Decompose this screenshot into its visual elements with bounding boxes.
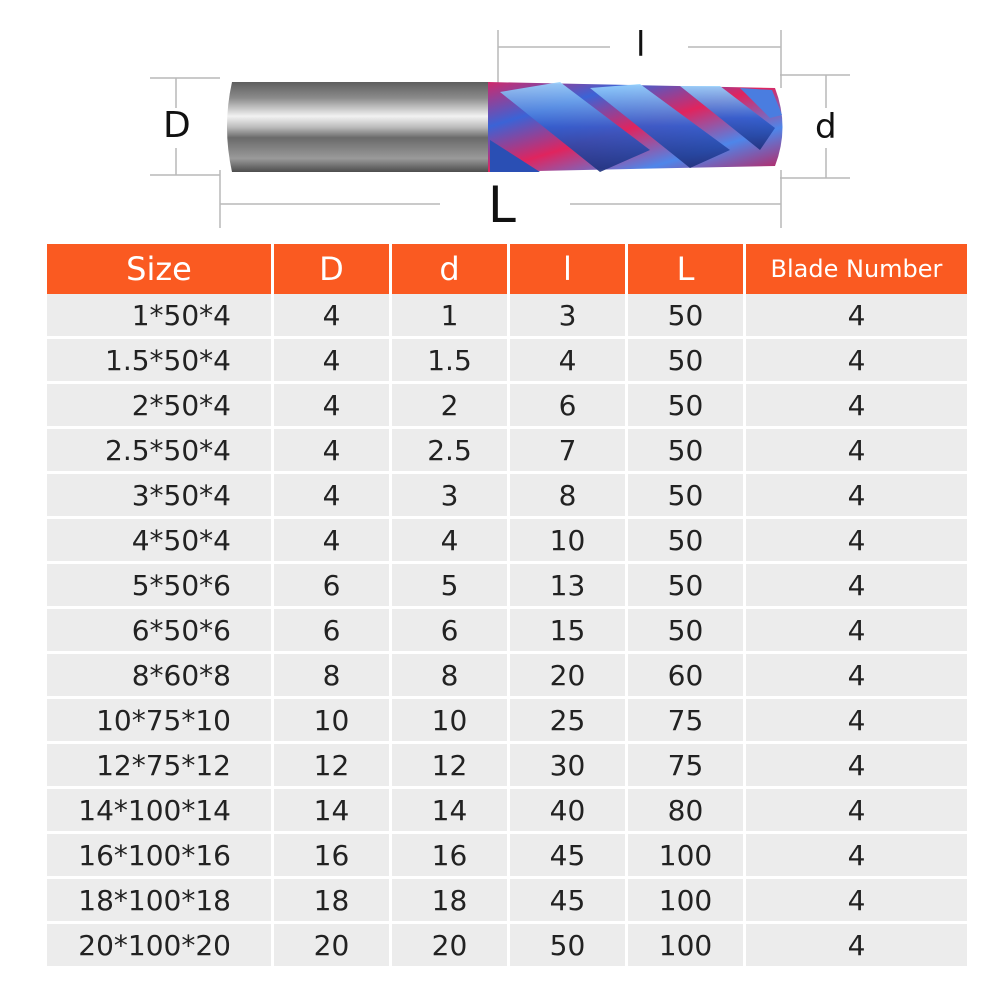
cell-blade-number: 4 bbox=[746, 609, 967, 654]
cell-blade-number: 4 bbox=[746, 519, 967, 564]
cell-D: 4 bbox=[274, 384, 389, 429]
cell-blade-number: 4 bbox=[746, 294, 967, 339]
cell-D: 6 bbox=[274, 564, 389, 609]
end-mill-diagram bbox=[0, 0, 1000, 240]
cell-L: 50 bbox=[628, 564, 743, 609]
cell-D: 16 bbox=[274, 834, 389, 879]
cell-l: 30 bbox=[510, 744, 625, 789]
cell-l: 3 bbox=[510, 294, 625, 339]
cell-blade-number: 4 bbox=[746, 654, 967, 699]
cell-size: 1*50*4 bbox=[47, 294, 271, 339]
cell-blade-number: 4 bbox=[746, 789, 967, 834]
cell-D: 4 bbox=[274, 429, 389, 474]
cell-blade-number: 4 bbox=[746, 879, 967, 924]
table-row bbox=[47, 789, 967, 834]
table-row bbox=[47, 699, 967, 744]
header-l: l bbox=[510, 244, 625, 294]
cell-D: 8 bbox=[274, 654, 389, 699]
table-body bbox=[47, 294, 967, 969]
cell-L: 75 bbox=[628, 699, 743, 744]
cell-l: 50 bbox=[510, 924, 625, 969]
table-row bbox=[47, 339, 967, 384]
cell-L: 100 bbox=[628, 879, 743, 924]
table-row bbox=[47, 834, 967, 879]
cell-d: 6 bbox=[392, 609, 507, 654]
cell-L: 50 bbox=[628, 519, 743, 564]
cell-d: 5 bbox=[392, 564, 507, 609]
cell-blade-number: 4 bbox=[746, 339, 967, 384]
cell-size: 2.5*50*4 bbox=[47, 429, 271, 474]
cell-D: 12 bbox=[274, 744, 389, 789]
cell-d: 18 bbox=[392, 879, 507, 924]
cell-size: 18*100*18 bbox=[47, 879, 271, 924]
cell-l: 10 bbox=[510, 519, 625, 564]
cell-size: 4*50*4 bbox=[47, 519, 271, 564]
cell-l: 40 bbox=[510, 789, 625, 834]
cell-D: 14 bbox=[274, 789, 389, 834]
cell-blade-number: 4 bbox=[746, 699, 967, 744]
cell-size: 10*75*10 bbox=[47, 699, 271, 744]
cell-D: 4 bbox=[274, 294, 389, 339]
cell-l: 4 bbox=[510, 339, 625, 384]
cell-L: 50 bbox=[628, 609, 743, 654]
cell-L: 50 bbox=[628, 294, 743, 339]
table-row bbox=[47, 879, 967, 924]
table-row bbox=[47, 474, 967, 519]
cell-L: 75 bbox=[628, 744, 743, 789]
cell-l: 45 bbox=[510, 879, 625, 924]
header-size: Size bbox=[47, 244, 271, 294]
header-d: d bbox=[392, 244, 507, 294]
cell-D: 20 bbox=[274, 924, 389, 969]
dimension-label-d: d bbox=[815, 107, 837, 147]
cell-d: 20 bbox=[392, 924, 507, 969]
cell-d: 1 bbox=[392, 294, 507, 339]
cell-D: 6 bbox=[274, 609, 389, 654]
cell-size: 20*100*20 bbox=[47, 924, 271, 969]
cell-size: 16*100*16 bbox=[47, 834, 271, 879]
cell-d: 2 bbox=[392, 384, 507, 429]
cell-L: 80 bbox=[628, 789, 743, 834]
table-row bbox=[47, 294, 967, 339]
cell-l: 25 bbox=[510, 699, 625, 744]
cell-blade-number: 4 bbox=[746, 834, 967, 879]
cell-l: 8 bbox=[510, 474, 625, 519]
cell-L: 100 bbox=[628, 924, 743, 969]
cell-D: 4 bbox=[274, 339, 389, 384]
header-L: L bbox=[628, 244, 743, 294]
cell-d: 3 bbox=[392, 474, 507, 519]
header-blade-number: Blade Number bbox=[746, 244, 967, 294]
cell-d: 2.5 bbox=[392, 429, 507, 474]
cell-L: 50 bbox=[628, 429, 743, 474]
cell-d: 4 bbox=[392, 519, 507, 564]
table-row bbox=[47, 564, 967, 609]
cell-blade-number: 4 bbox=[746, 384, 967, 429]
cell-size: 8*60*8 bbox=[47, 654, 271, 699]
cell-d: 16 bbox=[392, 834, 507, 879]
cell-L: 100 bbox=[628, 834, 743, 879]
cell-L: 50 bbox=[628, 339, 743, 384]
cell-D: 4 bbox=[274, 474, 389, 519]
cell-size: 12*75*12 bbox=[47, 744, 271, 789]
table-row bbox=[47, 384, 967, 429]
cell-blade-number: 4 bbox=[746, 429, 967, 474]
cell-l: 6 bbox=[510, 384, 625, 429]
cell-D: 10 bbox=[274, 699, 389, 744]
cell-size: 3*50*4 bbox=[47, 474, 271, 519]
cell-size: 14*100*14 bbox=[47, 789, 271, 834]
cell-l: 7 bbox=[510, 429, 625, 474]
cell-size: 6*50*6 bbox=[47, 609, 271, 654]
cell-d: 1.5 bbox=[392, 339, 507, 384]
cell-d: 12 bbox=[392, 744, 507, 789]
table-row bbox=[47, 744, 967, 789]
cell-D: 18 bbox=[274, 879, 389, 924]
cell-size: 5*50*6 bbox=[47, 564, 271, 609]
dimension-label-l: l bbox=[636, 25, 646, 65]
header-D: D bbox=[274, 244, 389, 294]
table-row bbox=[47, 654, 967, 699]
shank bbox=[227, 82, 490, 172]
cell-l: 45 bbox=[510, 834, 625, 879]
table-row bbox=[47, 429, 967, 474]
cell-blade-number: 4 bbox=[746, 924, 967, 969]
cell-d: 8 bbox=[392, 654, 507, 699]
table-row bbox=[47, 519, 967, 564]
table-row bbox=[47, 924, 967, 969]
table-header-row bbox=[47, 244, 967, 294]
cell-size: 1.5*50*4 bbox=[47, 339, 271, 384]
cell-blade-number: 4 bbox=[746, 474, 967, 519]
dimension-label-D: D bbox=[163, 105, 191, 146]
cell-D: 4 bbox=[274, 519, 389, 564]
spec-table bbox=[44, 244, 970, 969]
cell-blade-number: 4 bbox=[746, 744, 967, 789]
cell-d: 14 bbox=[392, 789, 507, 834]
cell-L: 60 bbox=[628, 654, 743, 699]
cell-l: 15 bbox=[510, 609, 625, 654]
cell-blade-number: 4 bbox=[746, 564, 967, 609]
cell-l: 20 bbox=[510, 654, 625, 699]
dimension-label-L: L bbox=[488, 176, 516, 234]
flute-section bbox=[488, 82, 783, 172]
cell-L: 50 bbox=[628, 384, 743, 429]
table-row bbox=[47, 609, 967, 654]
cell-l: 13 bbox=[510, 564, 625, 609]
cell-L: 50 bbox=[628, 474, 743, 519]
cell-size: 2*50*4 bbox=[47, 384, 271, 429]
cell-d: 10 bbox=[392, 699, 507, 744]
